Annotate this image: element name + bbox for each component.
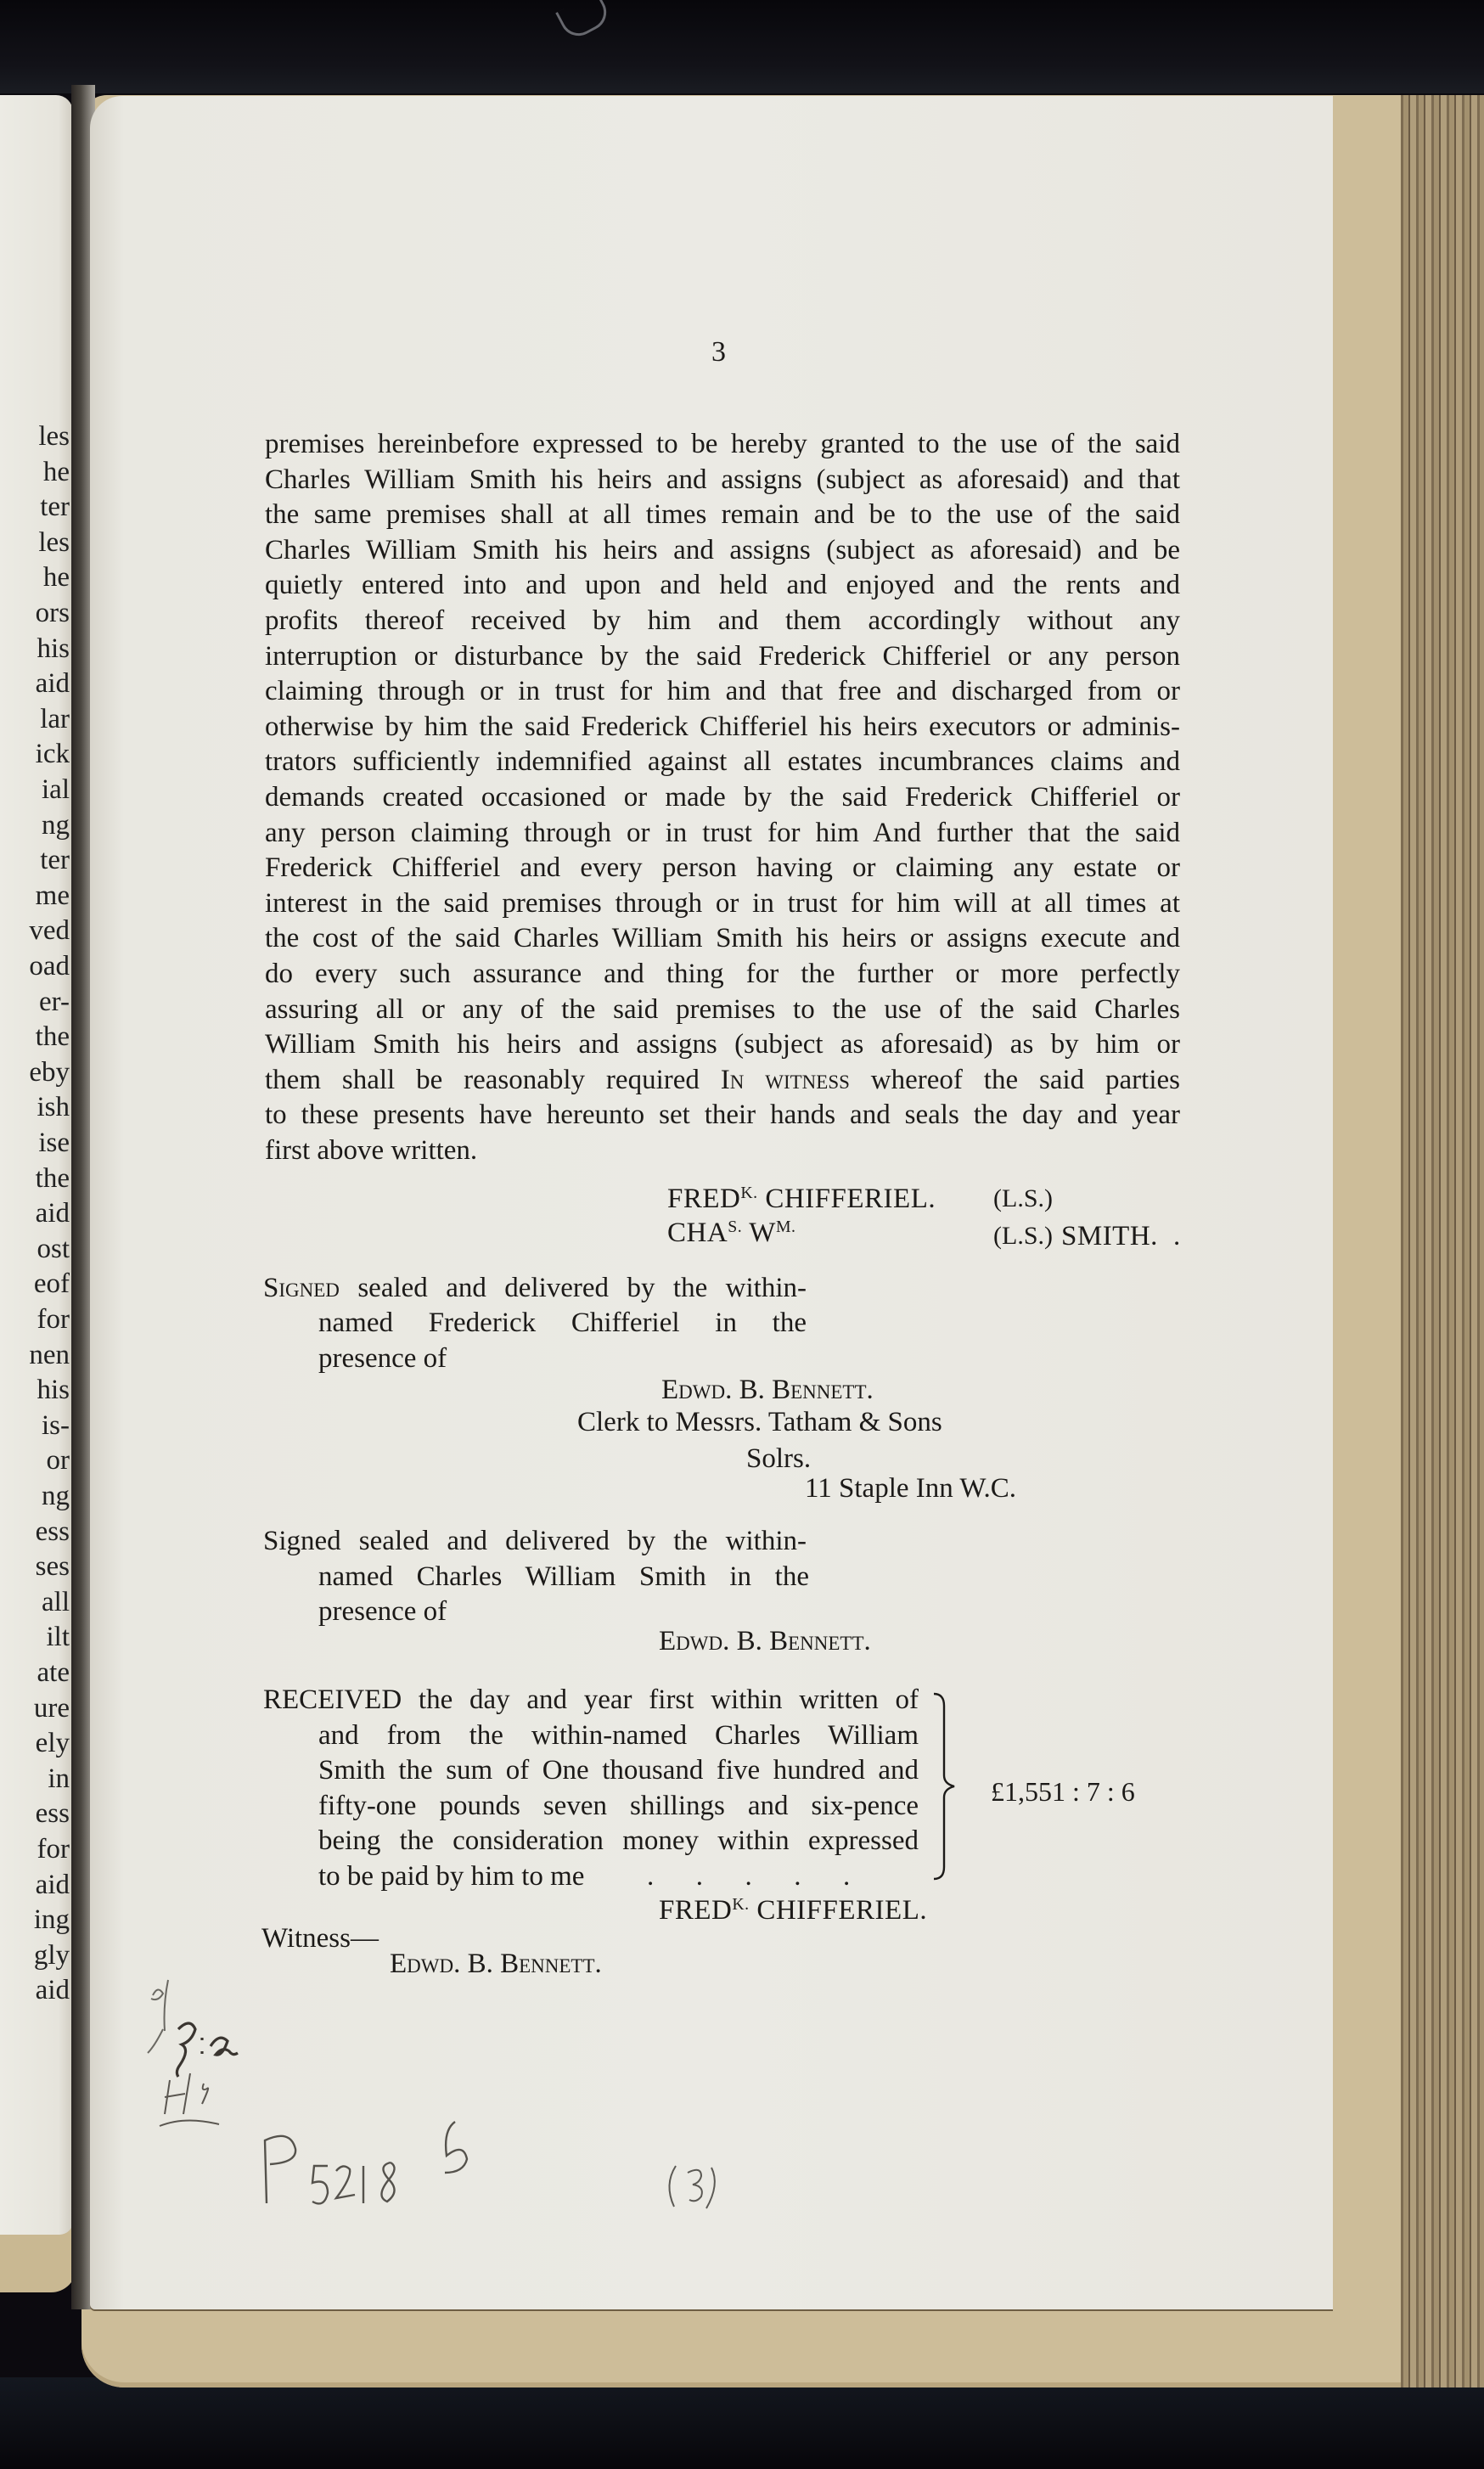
left-page-fragment: in [48, 1763, 70, 1794]
receipt-line: Smith the sum of One thousand five hundred and [318, 1755, 919, 1786]
attestation-2-line-1: Signed sealed and delivered by the within- [263, 1526, 807, 1556]
left-page-fragment: ess [35, 1516, 70, 1547]
body-line: trators sufficiently indemnified against all estates incumbrances claims and [265, 746, 1180, 778]
receipt-leader-dots: . . . . . [647, 1861, 851, 1892]
body-line: interest in the said premises through or in trust for him will at all times at [265, 887, 1180, 919]
left-page-fragment: les [38, 526, 70, 558]
body-line: do every such assurance and thing for the further or more perfectly [265, 958, 1180, 989]
left-page-fragment: the [35, 1162, 70, 1194]
left-page-fragment: ost [37, 1233, 70, 1264]
left-page-fragment: ess [35, 1798, 70, 1830]
in-witness-smallcaps: In witness [720, 1064, 850, 1095]
attestation-2-line-3: presence of [318, 1596, 447, 1627]
receipt-signature: $FRED^{K.}$ CHIFFERIEL. [659, 1895, 928, 1926]
attestation-1-line-1: Signed sealed and delivered by the within- [263, 1273, 807, 1303]
body-line-witness: them shall be reasonably required In witness whereof the said parties [265, 1064, 1180, 1095]
left-page-fragment: gly [33, 1939, 70, 1971]
seal-chas: (L.S.) [993, 1222, 1053, 1250]
left-page-fragment: lar [40, 703, 70, 734]
receipt-line: fifty-one pounds seven shillings and six-pence [318, 1791, 919, 1821]
body-line: demands created occasioned or made by the said Frederick Chifferiel or [265, 781, 1180, 813]
body-line: quietly entered into and upon and held and enjoyed and the rents and [265, 570, 1180, 601]
left-page-fragment: for [37, 1304, 70, 1335]
book-cover-bottom [0, 2377, 1484, 2469]
attestation-1-line-2: named Frederick Chifferiel in the [318, 1308, 807, 1338]
left-page-fragment: aid [35, 1198, 70, 1229]
signature-chas: $CHA^{S.}$ $W^{M.}$ [667, 1218, 796, 1248]
signature-fred: $FRED^{K.}$ CHIFFERIEL. [667, 1184, 936, 1214]
body-line: the cost of the said Charles William Smith his heirs or assigns execute and [265, 923, 1180, 954]
left-page-fragment: his [37, 1375, 70, 1406]
receipt-line: and from the within-named Charles William [318, 1720, 919, 1751]
attestation-1-address: 11 Staple Inn W.C. [805, 1473, 1017, 1504]
left-page [0, 95, 73, 2235]
left-page-fragment: eof [33, 1268, 70, 1300]
left-page-fragment: is- [42, 1409, 70, 1441]
body-line: claiming through or in trust for him and that free and discharged from or [265, 676, 1180, 707]
attestation-1-witness: Edwd. B. Bennett. [661, 1375, 874, 1405]
body-line: premises hereinbefore expressed to be hereby granted to the use of the said [265, 429, 1180, 459]
receipt-witness-label: Witness— [261, 1923, 379, 1954]
left-page-fragment: aid [35, 668, 70, 700]
page-number: 3 [711, 336, 726, 368]
book-page-edges [1401, 95, 1484, 2387]
receipt-amount: £1,551 : 7 : 6 [991, 1776, 1135, 1807]
left-page-fragment: eby [29, 1056, 70, 1088]
left-page-fragment: all [42, 1586, 70, 1617]
left-page-fragment: ors [35, 598, 70, 628]
attestation-2-witness: Edwd. B. Bennett. [659, 1626, 871, 1656]
body-line: Charles William Smith his heirs and assigns (subject as aforesaid) and be [265, 534, 1180, 565]
receipt-last-line: to be paid by him to me [318, 1861, 585, 1892]
left-page-fragment: ial [42, 774, 70, 805]
signature-mark: . [1173, 1221, 1181, 1251]
left-page-fragment: ely [35, 1728, 70, 1759]
left-page-fragment: he [42, 562, 70, 593]
left-page-fragment: oad [29, 951, 70, 981]
left-page-fragment: ng [42, 1481, 70, 1511]
left-page-fragment: his [37, 633, 70, 664]
left-page-fragment: aid [35, 1869, 70, 1900]
left-page-fragment: nen [29, 1339, 70, 1370]
signature-smith: SMITH. [1061, 1221, 1158, 1251]
left-page-fragment: er- [39, 986, 70, 1017]
receipt-line: being the consideration money within expressed [318, 1825, 919, 1856]
left-page-fragment: ick [35, 739, 70, 770]
body-line: Charles William Smith his heirs and assigns (subject as aforesaid) and that [265, 464, 1180, 495]
attestation-2-line-2: named Charles William Smith in the [318, 1561, 809, 1592]
seal-fred: (L.S.) [993, 1184, 1053, 1212]
left-page-fragment: ure [33, 1692, 70, 1724]
book-cover-top [0, 0, 1484, 93]
body-line: otherwise by him the said Frederick Chifferiel his heirs executors or adminis- [265, 711, 1180, 742]
left-page-fragment: ter [40, 845, 70, 876]
body-line-last: first above written. [265, 1134, 478, 1166]
left-page-fragment: or [46, 1445, 70, 1476]
left-page-fragment: ved [29, 915, 70, 947]
left-page-fragment: ise [38, 1128, 70, 1158]
curly-brace [932, 1692, 958, 1881]
deed-body-text [265, 427, 1180, 1168]
left-page-fragment: les [38, 421, 70, 452]
receipt-line: RECEIVED the day and year first within written of [263, 1684, 919, 1715]
attestation-1-solrs: Solrs. [746, 1443, 812, 1474]
left-page-fragment: he [42, 456, 70, 487]
body-line: William Smith his heirs and assigns (subject as aforesaid) as by him or [265, 1029, 1180, 1060]
left-page-fragment: ish [37, 1092, 70, 1123]
left-page-fragment: ilt [46, 1622, 70, 1653]
left-page-fragment: ses [35, 1551, 70, 1583]
handwritten-reference-p5218 [255, 2118, 484, 2212]
body-line: to these presents have hereunto set their hands and seals the day and year [265, 1100, 1180, 1131]
handwritten-initials [144, 1978, 272, 2140]
body-line: assuring all or any of the said premises to the use of the said Charles [265, 993, 1180, 1025]
left-page-fragment: ng [42, 809, 70, 841]
body-line: Frederick Chifferiel and every person having or claiming any estate or [265, 852, 1180, 884]
left-page-fragment: ing [33, 1904, 70, 1936]
body-line: interruption or disturbance by the said Frederick Chifferiel or any person [265, 640, 1180, 672]
body-line: profits thereof received by him and them accordingly without any [265, 605, 1180, 636]
attestation-1-line-3: presence of [318, 1343, 447, 1374]
left-page-fragment: aid [35, 1975, 70, 2006]
left-page-fragment: the [35, 1021, 70, 1053]
handwritten-folio-3 [662, 2161, 730, 2212]
attestation-1-clerk: Clerk to Messrs. Tatham & Sons [577, 1407, 942, 1437]
left-page-fragment: ter [40, 492, 70, 523]
left-page-fragment: for [37, 1834, 70, 1864]
left-page-fragment: me [35, 880, 70, 911]
receipt-witness-name: Edwd. B. Bennett. [390, 1949, 602, 1979]
left-page-fragment: ate [37, 1657, 70, 1688]
body-line: any person claiming through or in trust for him And further that the said [265, 817, 1180, 848]
body-line: the same premises shall at all times remain and be to the use of the said [265, 499, 1180, 531]
